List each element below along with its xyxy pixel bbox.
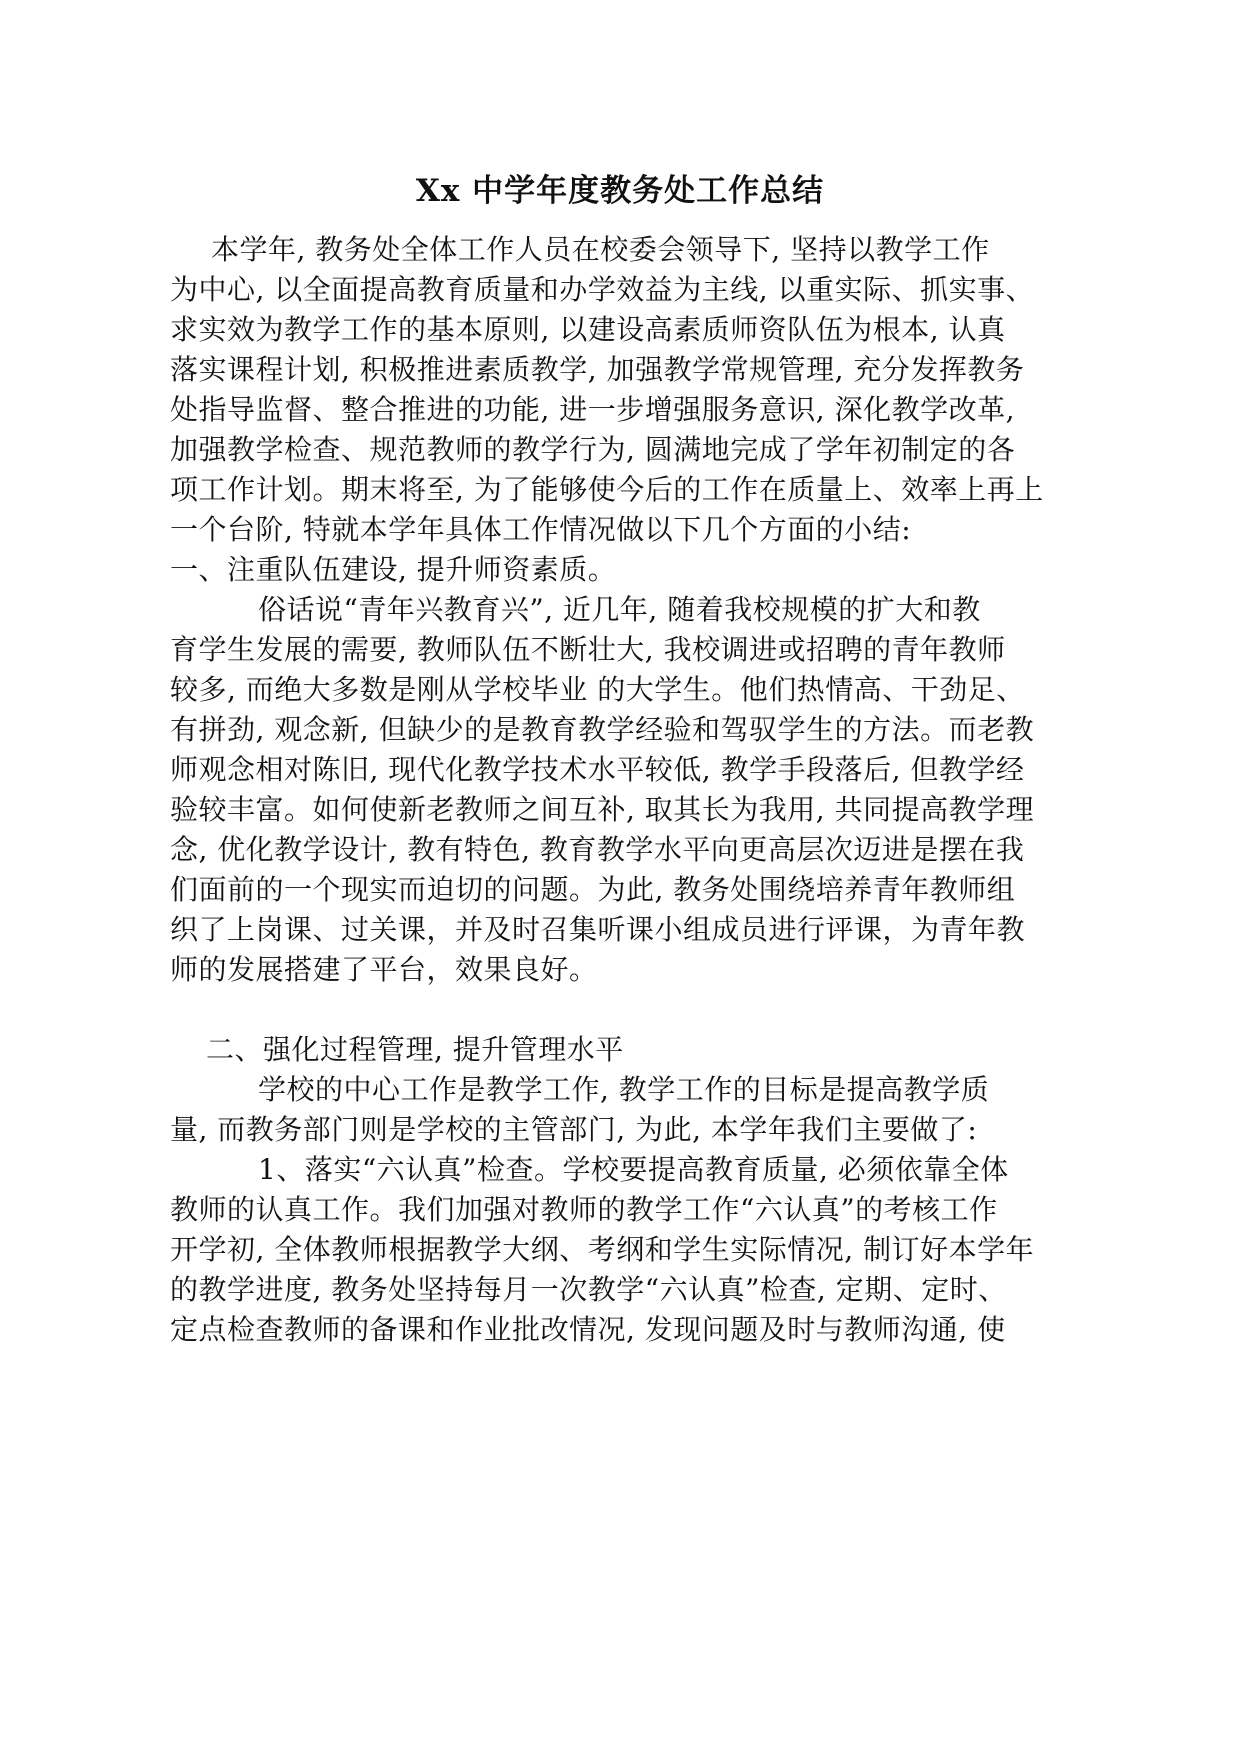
text-line: 本学年, 教务处全体工作人员在校委会领导下, 坚持以教学工作 xyxy=(211,233,990,266)
text-line: 师观念相对陈旧, 现代化教学技术水平较低, 教学手段落后, 但教学经 xyxy=(170,753,1025,786)
text-line: 加强教学检查、规范教师的教学行为, 圆满地完成了学年初制定的各 xyxy=(170,433,1016,466)
text-line: 处指导监督、整合推进的功能, 进一步增强服务意识, 深化教学改革, xyxy=(170,393,1016,426)
section-heading: 一、注重队伍建设, 提升师资素质。 xyxy=(170,553,617,586)
text-line: 较多, 而绝大多数是刚从学校毕业 的大学生。他们热情高、干劲足、 xyxy=(170,673,1025,706)
text-line: 求实效为教学工作的基本原则, 以建设高素质师资队伍为根本, 认真 xyxy=(170,313,1006,346)
text-line: 开学初, 全体教师根据教学大纲、考纲和学生实际情况, 制订好本学年 xyxy=(170,1233,1035,1266)
text-line: 定点检查教师的备课和作业批改情况, 发现问题及时与教师沟通, 使 xyxy=(170,1313,1006,1346)
text-line: 1、落实“六认真”检查。学校要提高教育质量, 必须依靠全体 xyxy=(258,1153,1009,1186)
text-line: 师的发展搭建了平台，效果良好。 xyxy=(170,953,598,986)
text-line: 的教学进度, 教务处坚持每月一次教学“六认真”检查, 定期、定时、 xyxy=(170,1273,1007,1306)
text-line: 们面前的一个现实而迫切的问题。为此, 教务处围绕培养青年教师组 xyxy=(170,873,1016,906)
text-line: 学校的中心工作是教学工作, 教学工作的目标是提高教学质 xyxy=(258,1073,990,1106)
text-line: 为中心, 以全面提高教育质量和办学效益为主线, 以重实际、抓实事、 xyxy=(170,273,1035,306)
document-title: Xx 中学年度教务处工作总结 xyxy=(415,173,825,209)
section-heading: 二、强化过程管理, 提升管理水平 xyxy=(206,1033,624,1066)
text-line: 一个台阶, 特就本学年具体工作情况做以下几个方面的小结: xyxy=(170,513,912,546)
text-line: 俗话说“青年兴教育兴”, 近几年, 随着我校规模的扩大和教 xyxy=(258,593,981,626)
text-line: 织了上岗课、过关课，并及时召集听课小组成员进行评课，为青年教 xyxy=(170,913,1026,946)
text-line: 落实课程计划, 积极推进素质教学, 加强教学常规管理, 充分发挥教务 xyxy=(170,353,1025,386)
text-line: 有拼劲, 观念新, 但缺少的是教育教学经验和驾驭学生的方法。而老教 xyxy=(170,713,1035,746)
text-line: 验较丰富。如何使新老教师之间互补, 取其长为我用, 共同提高教学理 xyxy=(170,793,1035,826)
text-line: 项工作计划。期末将至, 为了能够使今后的工作在质量上、效率上再上 xyxy=(170,473,1044,506)
text-line: 教师的认真工作。我们加强对教师的教学工作“六认真”的考核工作 xyxy=(170,1193,998,1226)
text-line: 量, 而教务部门则是学校的主管部门, 为此, 本学年我们主要做了: xyxy=(170,1113,978,1146)
text-line: 念, 优化教学设计, 教有特色, 教育教学水平向更高层次迈进是摆在我 xyxy=(170,833,1025,866)
text-line: 育学生发展的需要, 教师队伍不断壮大, 我校调进或招聘的青年教师 xyxy=(170,633,1006,666)
